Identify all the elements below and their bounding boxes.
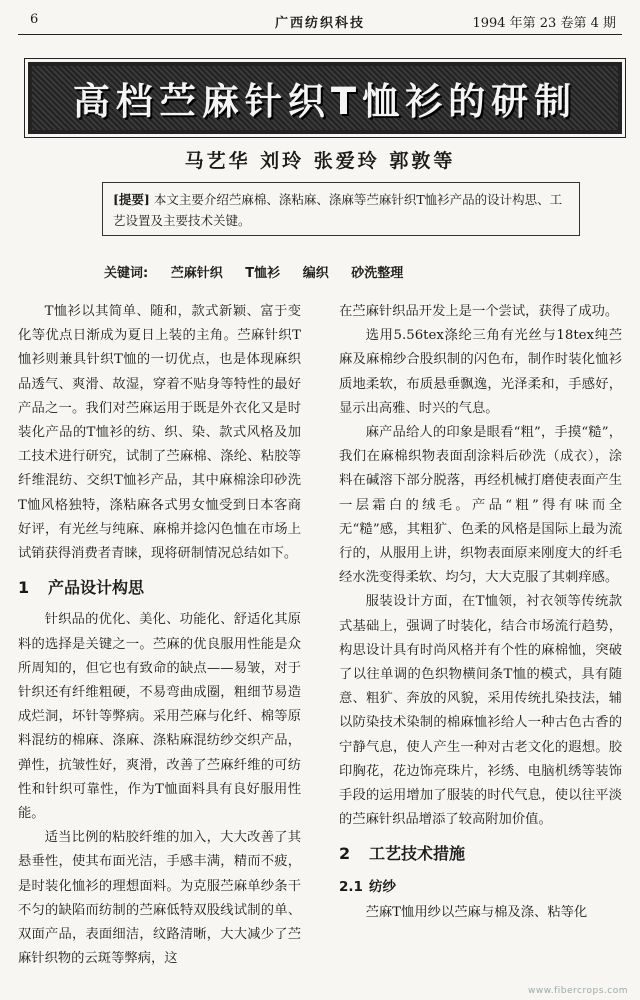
section-title: 工艺技术措施 (369, 844, 466, 864)
paragraph: 针织品的优化、美化、功能化、舒适化其原料的选择是关键之一。苎麻的优良服用性能是众所周知的，但它也有致命的缺点——易皱，对于针织还有纤维粗硬，不易弯曲成圈，粗细节易造成烂洞，坏针等弊病。采用苎麻与化纤、棉等原料混纺的棉麻、涤麻、涤粘麻混纺纱交织产品，弹性，抗皱性好，爽滑，改善了苎麻纤维的可纺性和针织可靠性，作为T恤面料具有良好服用性能。 (18, 612, 301, 822)
right-column (339, 300, 622, 925)
section-heading (18, 576, 301, 600)
subsection-title: 纺纱 (369, 878, 396, 895)
keyword: 编织 (302, 266, 329, 281)
running-head (18, 8, 622, 35)
paragraph: 适当比例的粘胶纤维的加入，大大改善了其悬垂性，使其布面光洁，手感丰满，精而不疲，是时装化恤衫的理想面料。为克服苎麻单纱条干不匀的缺陷而纺制的苎麻低特双股线试制的单、双面产品，表面细洁，纹路清晰，大大减少了苎麻针织物的云斑等弊病，这 (18, 830, 301, 967)
issue-info: 1994 年第 23 卷第 4 期 (472, 16, 616, 31)
section-title: 产品设计构思 (48, 578, 145, 598)
keyword: 苎麻针织 (170, 266, 223, 281)
abstract-text: 本文主要介绍苎麻棉、涤粘麻、涤麻等苎麻针织T恤衫产品的设计构思、工艺设置及主要技术关键。 (113, 192, 563, 228)
abstract-box (102, 182, 580, 236)
section-heading (339, 842, 622, 866)
paragraph: 服装设计方面，在T恤领，衬衣领等传统款式基础上，强调了时装化，结合市场流行趋势，构思设计具有时尚风格并有个性的麻棉恤，突破了以往单调的色织物横间条T恤的模式，具有随意、粗犷、奔放的风貌，采用传统扎染技法，辅以防染技术染制的棉麻恤衫给人一种古色古香的宁静气息，使人产生一种对古老文化的遐想。胶印胸花，花边饰亮珠片，衫绣、电脑机绣等装饰手段的运用增加了服装的时代气息，使以往平淡的苎麻针织品增添了较高附加价值。 (339, 594, 622, 828)
keyword: T恤衫 (245, 266, 281, 281)
paragraph: 选用5.56tex涤纶三角有光丝与18tex纯苎麻及麻棉纱合股织制的闪色布，制作时装化恤衫质地柔软，布质悬垂飘逸，光泽柔和，手感好，显示出高雅、时兴的气息。 (339, 328, 622, 416)
journal-name: 广西纺织科技 (274, 16, 365, 31)
intro-paragraph: T恤衫以其简单、随和，款式新颖、富于变化等优点日渐成为夏日上装的主角。苎麻针织T恤衫则兼具针织T恤的一切优点，也是体现麻织品透气、爽滑、故湿，穿着不贴身等特性的最好产品之一。我们对苎麻运用于既是外衣化又是时装化产品的T恤衫的纺、织、染、款式风格及加工技术进行研究，试制了苎麻棉、涤纶、粘胶等纤维混纺、交织T恤衫产品，其中麻棉涂印砂洗T恤风格独特，涤粘麻各式男女恤受到日本客商好评，有光丝与纯麻、麻棉并捻闪色恤在市场上试销获得消费者青睐，现将研制情况总结如下。 (18, 304, 301, 562)
subsection-number: 2.1 (339, 878, 363, 895)
paragraph-continued: 在苎麻针织品开发上是一个尝试，获得了成功。 (339, 304, 619, 319)
keywords (104, 262, 403, 281)
abstract-label: [提要] (113, 192, 150, 207)
watermark: www.fibercrops.com (528, 986, 628, 996)
paragraph: 苎麻T恤用纱以苎麻与棉及涤、粘等化 (365, 904, 588, 920)
left-column (18, 300, 301, 971)
title-banner (28, 62, 622, 134)
keywords-label: 关键词: (104, 266, 149, 281)
article-title: 高档苎麻针织T恤衫的研制 (72, 80, 578, 123)
section-number: 2 (339, 844, 351, 864)
keyword: 砂洗整理 (351, 266, 404, 281)
paragraph: 麻产品给人的印象是眼看“粗”，手摸“糙”，我们在麻棉织物表面刮涂料后砂洗（成衣），涂料在碱溶下部分脱落，再经机械打磨使表面产生一层霜白的绒毛。产品“粗”得有味而全无“糙”感，其粗犷、色柔的风格是国际上最为流行的，从服用上讲，织物表面原来刚度大的纤毛经水洗变得柔软、均匀，大大克服了其刺痒感。 (339, 425, 622, 586)
page-number: 6 (30, 12, 39, 27)
author-list: 马艺华 刘玲 张爱玲 郭敦等 (184, 150, 456, 172)
subsection-heading (339, 875, 622, 899)
section-number: 1 (18, 578, 30, 598)
